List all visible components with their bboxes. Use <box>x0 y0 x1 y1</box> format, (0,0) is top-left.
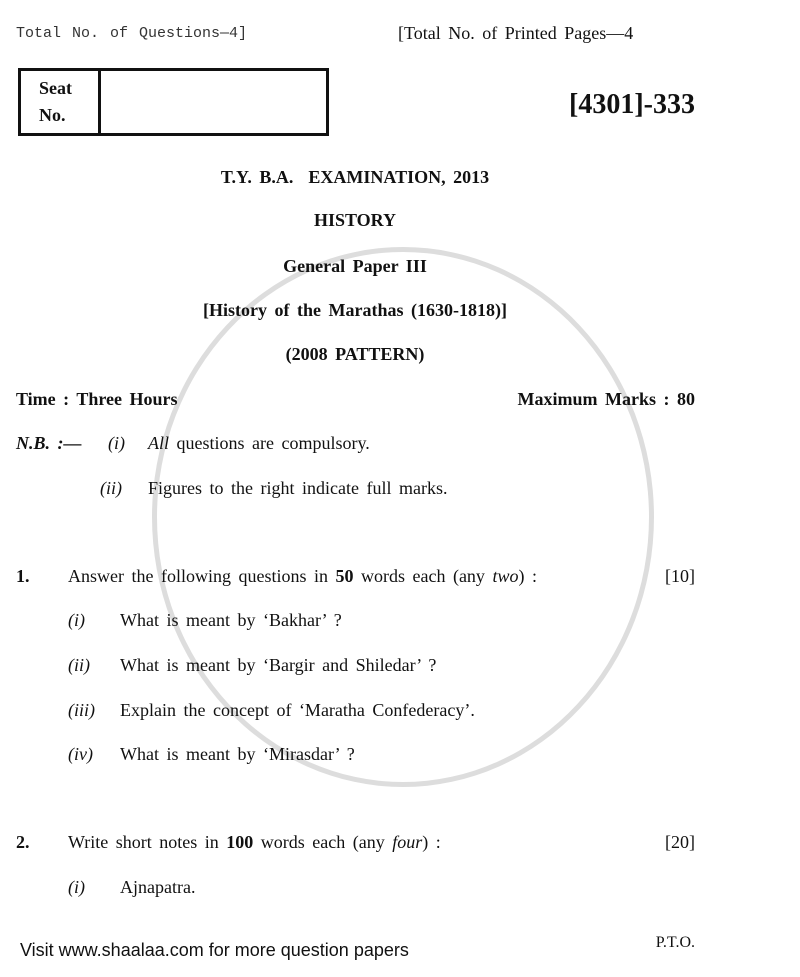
sub-question-number: (iii) <box>68 700 95 720</box>
maximum-marks: Maximum Marks : 80 <box>517 389 695 409</box>
total-pages: [Total No. of Printed Pages—4 <box>398 23 634 43</box>
question-number: 2. <box>16 832 30 852</box>
question-marks: [20] <box>665 832 695 852</box>
total-questions: Total No. of Questions—4] <box>16 25 248 42</box>
subject-title: HISTORY <box>313 210 397 230</box>
pattern-title: (2008 PATTERN) <box>285 344 425 364</box>
sub-question-number: (ii) <box>68 655 90 675</box>
topic-title: [History of the Marathas (1630-1818)] <box>203 300 507 320</box>
nb-item-number: (ii) <box>100 478 122 498</box>
sub-question-text: Explain the concept of ‘Maratha Confederacy’. <box>120 700 475 720</box>
question-text: Write short notes in 100 words each (any four) : <box>68 832 441 852</box>
nb-label: N.B. :— <box>16 433 82 453</box>
nb-item-text: Figures to the right indicate full marks. <box>148 478 448 498</box>
sub-question-text: What is meant by ‘Bargir and Shiledar’ ? <box>120 655 437 675</box>
paper-code: [4301]-333 <box>569 89 695 120</box>
question-text: Answer the following questions in 50 words each (any two) : <box>68 566 537 586</box>
sub-question-text: Ajnapatra. <box>120 877 196 897</box>
sub-question-text: What is meant by ‘Mirasdar’ ? <box>120 744 355 764</box>
nb-item-text: All questions are compulsory. <box>148 433 370 453</box>
question-number: 1. <box>16 566 30 586</box>
sub-question-number: (i) <box>68 877 85 897</box>
page-turn-over: P.T.O. <box>655 934 695 951</box>
question-marks: [10] <box>665 566 695 586</box>
seat-number-box <box>18 68 329 136</box>
exam-title: T.Y. B.A. EXAMINATION, 2013 <box>220 167 490 187</box>
seat-label: Seat No. <box>21 71 101 133</box>
sub-question-text: What is meant by ‘Bakhar’ ? <box>120 610 342 630</box>
footer-link[interactable]: Visit www.shaalaa.com for more question papers <box>20 940 409 960</box>
paper-title: General Paper III <box>283 256 427 276</box>
sub-question-number: (iv) <box>68 744 93 764</box>
time-allowed: Time : Three Hours <box>16 389 178 409</box>
sub-question-number: (i) <box>68 610 85 630</box>
nb-item-number: (i) <box>108 433 125 453</box>
